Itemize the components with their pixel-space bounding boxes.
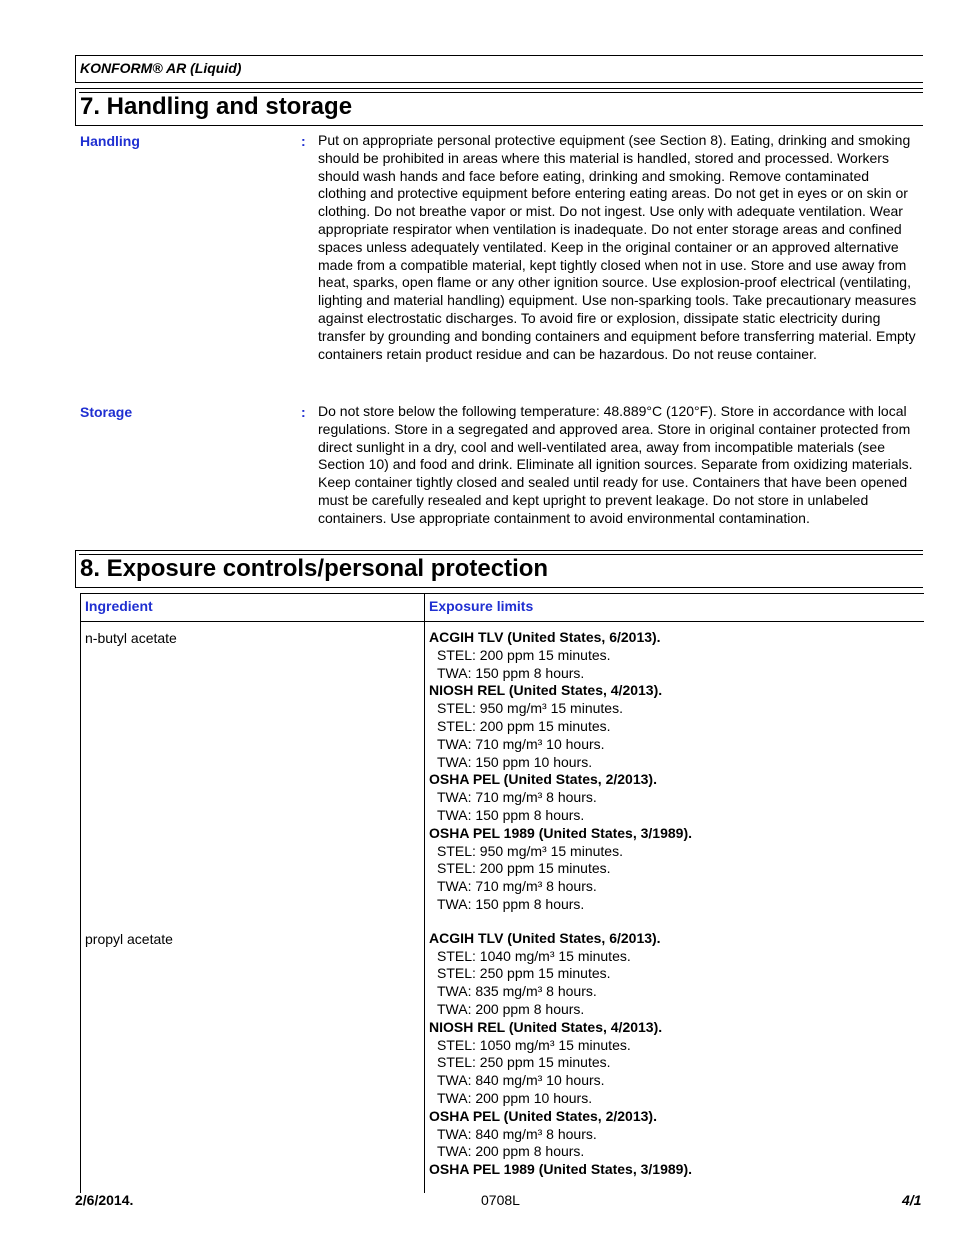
- limit-value: STEL: 250 ppm 15 minutes.: [437, 1054, 611, 1071]
- storage-label: Storage: [80, 404, 133, 420]
- table-row: [81, 923, 925, 1193]
- limit-value: TWA: 200 ppm 8 hours.: [437, 1143, 585, 1160]
- exposure-limits-column-header: Exposure limits: [429, 598, 534, 614]
- limit-value: TWA: 200 ppm 10 hours.: [437, 1089, 593, 1106]
- section-8-title: 8. Exposure controls/personal protection: [80, 555, 549, 582]
- limits-cell: [425, 622, 925, 923]
- ingredient-cell: [81, 622, 425, 923]
- limit-source: OSHA PEL 1989 (United States, 3/1989).: [429, 1161, 692, 1178]
- limit-value: TWA: 710 mg/m³ 8 hours.: [437, 878, 597, 895]
- limit-value: TWA: 150 ppm 8 hours.: [437, 806, 585, 823]
- limit-source: OSHA PEL 1989 (United States, 3/1989).: [429, 824, 692, 841]
- limit-value: TWA: 150 ppm 8 hours.: [437, 895, 585, 912]
- limit-source: ACGIH TLV (United States, 6/2013).: [429, 629, 661, 645]
- limit-value: TWA: 840 mg/m³ 8 hours.: [437, 1125, 597, 1142]
- storage-colon: :: [301, 404, 306, 420]
- handling-colon: :: [301, 133, 306, 149]
- section-7-title: 7. Handling and storage: [80, 93, 353, 120]
- handling-text: Put on appropriate personal protective equipment (see Section 8). Eating, drinking and smoking should be prohibited in areas where this material is handled, stored and processed. Workers should wash hands and face before eating, drinking and smoking. Remove contaminated clothing and protective equipment before entering eating areas. Do not get in eyes or on skin or clothing. Do not breathe vapor or mist. Do not ingest. Use only with adequate ventilation. Wear appropriate respirator when ventilation is inadequate. Do not enter storage areas and confined spaces unless adequately ventilated. Keep in the original container or an approved alternative made from a compatible material, kept tightly closed when not in use. Store and use away from heat, sparks, open flame or any other ignition source. Use explosion-proof electrical (ventilating, lighting and material handling) equipment. Use non-sparking tools. Take precautionary measures against electrostatic discharges. To avoid fire or explosion, dissipate static electricity during transfer by grounding and bonding containers and equipment before transferring material. Empty containers retain product residue and can be hazardous. Do not reuse container.: [318, 132, 917, 362]
- ingredient-name: n-butyl acetate: [85, 630, 177, 646]
- limit-value: STEL: 1040 mg/m³ 15 minutes.: [437, 947, 631, 964]
- footer-code: 0708L: [481, 1192, 520, 1208]
- limit-value: TWA: 150 ppm 10 hours.: [437, 753, 593, 770]
- limit-value: STEL: 950 mg/m³ 15 minutes.: [437, 842, 623, 859]
- limit-value: TWA: 200 ppm 8 hours.: [437, 1000, 585, 1017]
- limits-list: [425, 923, 924, 1188]
- limit-value: TWA: 710 mg/m³ 10 hours.: [437, 735, 605, 752]
- ingredient-column-header: Ingredient: [85, 598, 153, 614]
- limit-value: TWA: 710 mg/m³ 8 hours.: [437, 789, 597, 806]
- limit-value: STEL: 200 ppm 15 minutes.: [437, 717, 611, 734]
- limit-source: OSHA PEL (United States, 2/2013).: [429, 771, 657, 788]
- limit-value: TWA: 840 mg/m³ 10 hours.: [437, 1072, 605, 1089]
- limit-source: NIOSH REL (United States, 4/2013).: [429, 682, 663, 699]
- ingredient-header-cell: [81, 594, 425, 622]
- handling-label: Handling: [80, 133, 140, 149]
- limit-source: NIOSH REL (United States, 4/2013).: [429, 1018, 663, 1035]
- limit-source: ACGIH TLV (United States, 6/2013).: [429, 929, 661, 946]
- product-name: KONFORM® AR (Liquid): [80, 60, 242, 76]
- footer-date: 2/6/2014.: [75, 1192, 134, 1208]
- ingredient-name: propyl acetate: [85, 930, 173, 947]
- limit-value: STEL: 200 ppm 15 minutes.: [437, 860, 611, 877]
- limits-header-cell: [425, 594, 925, 622]
- limit-value: TWA: 835 mg/m³ 8 hours.: [437, 983, 597, 1000]
- limit-value: STEL: 1050 mg/m³ 15 minutes.: [437, 1036, 631, 1053]
- limit-value: STEL: 250 ppm 15 minutes.: [437, 965, 611, 982]
- limit-value: TWA: 150 ppm 8 hours.: [437, 664, 585, 681]
- ingredient-cell: [81, 923, 425, 1193]
- limits-list: [425, 622, 924, 923]
- table-row: [81, 622, 925, 923]
- limit-source: OSHA PEL (United States, 2/2013).: [429, 1107, 657, 1124]
- exposure-limits-table: [80, 593, 924, 1193]
- limit-value: STEL: 200 ppm 15 minutes.: [437, 646, 611, 663]
- limit-value: STEL: 950 mg/m³ 15 minutes.: [437, 700, 623, 717]
- table-header-row: [81, 594, 925, 622]
- storage-text: Do not store below the following temperature: 48.889°C (120°F). Store in accordance with local regulations. Store in a segregated and approved area. Store in original container protected from direct sunlight in a dry, cool and well-ventilated area, away from incompatible materials (see Section 10) and food and drink. Eliminate all ignition sources. Separate from oxidizing materials. Keep container tightly closed and sealed until ready for use. Containers that have been opened must be carefully resealed and kept upright to prevent leakage. Do not store in unlabeled containers. Use appropriate containment to avoid environmental contamination.: [318, 403, 913, 526]
- footer-page-number: 4/1: [902, 1192, 922, 1208]
- limits-cell: [425, 923, 925, 1193]
